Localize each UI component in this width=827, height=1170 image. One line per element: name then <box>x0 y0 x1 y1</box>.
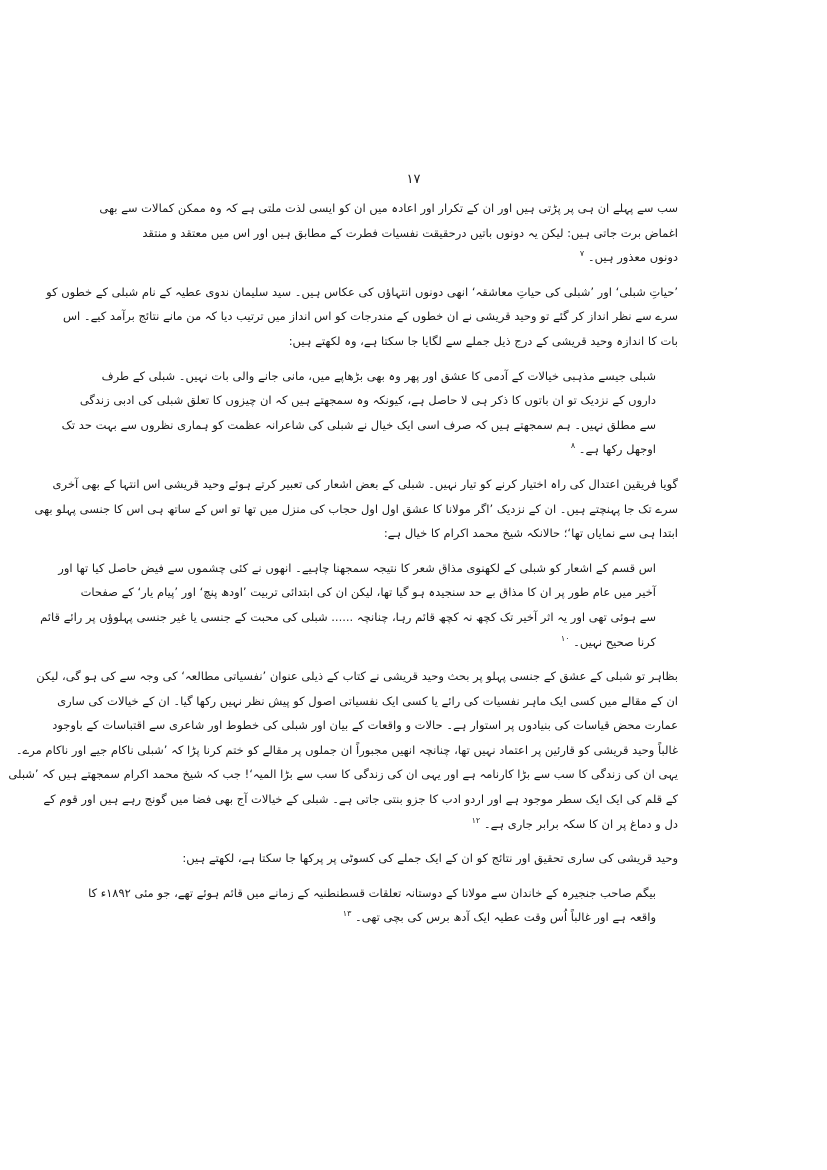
text-line: شبلی جیسے مذہبی خیالات کے آدمی کا عشق اور پھر وہ بھی بڑھاپے میں، مانی جانے والی بات نہیں۔ شبلی کے طرف <box>101 368 656 383</box>
paragraph <box>34 472 678 546</box>
footnote-ref: ۸ <box>570 441 576 451</box>
text-line: گویا فریقین اعتدال کی راہ اختیار کرنے کو تیار نہیں۔ شبلی کے بعض اشعار کی تعبیر کرتے ہوئے وحید قریشی اس انتہا کے بھی آخری <box>52 476 678 491</box>
block-quote <box>40 556 656 654</box>
text-line: سرے تک جا پہنچتے ہیں۔ ان کے نزدیک ’اگر مولانا کا عشق اول اول حجاب کی منزل میں تھا تو اس کے ساتھ ہی اس کا جنسی پہلو بھی <box>34 501 678 516</box>
block-quote <box>61 364 656 462</box>
text-line: سرے سے نظر انداز کر گئے تو وحید قریشی نے ان خطوں کے مندرجات کو اس انداز میں ترتیب دیا کہ من مانے نتائج برآمد کیے۔ اس <box>62 309 678 324</box>
text-line: کرنا صحیح نہیں۔ $^{۱۰}$ <box>560 633 656 649</box>
paragraph <box>46 280 678 354</box>
paragraph <box>8 664 678 836</box>
text-line: اس قسم کے اشعار کو شبلی کے لکھنوی مذاق شعر کا نتیجہ سمجھنا چاہیے۔ انھوں نے کئی چشموں سے فیض حاصل کیا تھا اور <box>58 560 656 575</box>
block-quote <box>88 881 656 930</box>
text-line: اوجھل رکھا ہے۔ $^۸$ <box>570 441 656 457</box>
text-line: اغماض برت جاتی ہیں: لیکن یہ دونوں باتیں درحقیقت نفسیات فطرت کے مطابق ہیں اور اس میں معتقد و منتقد <box>142 225 678 240</box>
text-line: سے مطلق نہیں۔ ہم سمجھتے ہیں کہ صرف اسی ایک خیال نے شبلی کی شاعرانہ عظمت کو ہماری نظروں سے بہت حد تک <box>61 417 656 432</box>
text-line: بظاہر تو شبلی کے عشق کے جنسی پہلو پر بحث وحید قریشی نے کتاب کے ذیلی عنوان ’نفسیاتی مطالعہ‘ کی وجہ سے کی ہو گی، لیکن <box>36 669 678 684</box>
footnote-ref: ۱۳ <box>342 909 352 919</box>
text-line: آخیر میں عام طور پر ان کا مذاق بے حد سنجیدہ ہو گیا تھا، لیکن ان کی ابتدائی تربیت ’اودھ پنچ‘ اور ’پیام یار‘ کے صفحات <box>80 585 656 600</box>
text-line: یہی ان کی زندگی کا سب سے بڑا کارنامہ ہے اور یہی ان کی زندگی کا سب سے بڑا المیہ‘! جب کہ شیخ محمد اکرام سمجھتے ہیں کہ ’شبلی <box>8 767 678 782</box>
text-line: دونوں معذور ہیں۔ $^۷$ <box>579 249 678 265</box>
text-line: داروں کے نزدیک تو ان باتوں کا ذکر ہی لا حاصل ہے، کیونکہ وہ سمجھتے ہیں کہ ان چیزوں کا تعلق شبلی کی ادبی زندگی <box>79 393 656 408</box>
text-line: کے قلم کی ایک ایک سطر موجود ہے اور اردو ادب کا جزو بنتی جاتی ہے۔ شبلی کے خیالات آج بھی فضا میں گونج رہے ہیں اور قوم کے <box>43 792 678 807</box>
footnote-ref: ۱۰ <box>560 633 570 643</box>
text-line: عمارت محض قیاسات کی بنیادوں پر استوار ہے۔ حالات و واقعات کے بیان اور شبلی کی خطوط اور شاعری سے اقتباسات کے باوجود <box>52 718 678 733</box>
footnote-ref: ۱۲ <box>471 815 481 825</box>
text-line: سے ہوئی تھی اور یہ اثر آخیر تک کچھ نہ کچھ قائم رہا، چنانچہ ...... شبلی کی محبت کے جنسی یا غیر جنسی پہلوؤں پر رائے قائم <box>40 609 656 624</box>
text-line: واقعہ ہے اور غالباً اُس وقت عطیہ ایک آدھ برس کی بچی تھی۔ $^{۱۳}$ <box>342 909 656 925</box>
page-number: ۱۷ <box>406 172 421 187</box>
text-line: غالباً وحید قریشی کو قارئین پر اعتماد نہیں تھا، چنانچہ انھیں مجبوراً ان جملوں پر مقالے کو ختم کرنا پڑا کہ ’شبلی ناکام جیے اور ناکام مرے۔ <box>15 742 678 757</box>
paragraph <box>99 196 678 270</box>
text-line: بیگم صاحب جنجیرہ کے خاندان سے مولانا کے دوستانہ تعلقات قسطنطنیہ کے زمانے میں قائم ہوئے تھے، جو مئی ۱۸۹۲ء کا <box>88 885 656 900</box>
text-line: ابتدا ہی سے نمایاں تھا‘؛ حالانکہ شیخ محمد اکرام کا خیال ہے: <box>383 526 678 541</box>
footnote-ref: ۷ <box>579 249 585 259</box>
text-line: دل و دماغ پر ان کا سکہ برابر جاری ہے۔ $^{۱۲}$ <box>471 815 678 831</box>
text-line: بات کا اندازہ وحید قریشی کے درج ذیل جملے سے لگایا جا سکتا ہے، وہ لکھتے ہیں: <box>288 333 678 348</box>
text-line: ’حیاتِ شبلی‘ اور ’شبلی کی حیاتِ معاشقہ‘ انھی دونوں انتہاؤں کی عکاس ہیں۔ سید سلیمان ندوی عطیہ کے نام شبلی کے خطوں کو <box>46 284 678 299</box>
paragraph <box>158 846 678 871</box>
text-line: وحید قریشی کی ساری تحقیق اور نتائج کو ان کے ایک جملے کی کسوٹی پر پرکھا جا سکتا ہے، لکھتے ہیں: <box>182 851 678 866</box>
text-line: ان کے مقالے میں کسی ایک ماہر نفسیات کی رائے یا کسی ایک نفسیاتی اصول کو پیش نظر نہیں رکھا گیا۔ ان کے خیالات کی ساری <box>57 693 678 708</box>
document-body <box>8 196 678 940</box>
text-line: سب سے پہلے ان ہی پر پڑتی ہیں اور ان کے تکرار اور اعادہ میں ان کو ایسی لذت ملتی ہے کہ وہ ممکن کمالات سے بھی <box>99 201 678 215</box>
